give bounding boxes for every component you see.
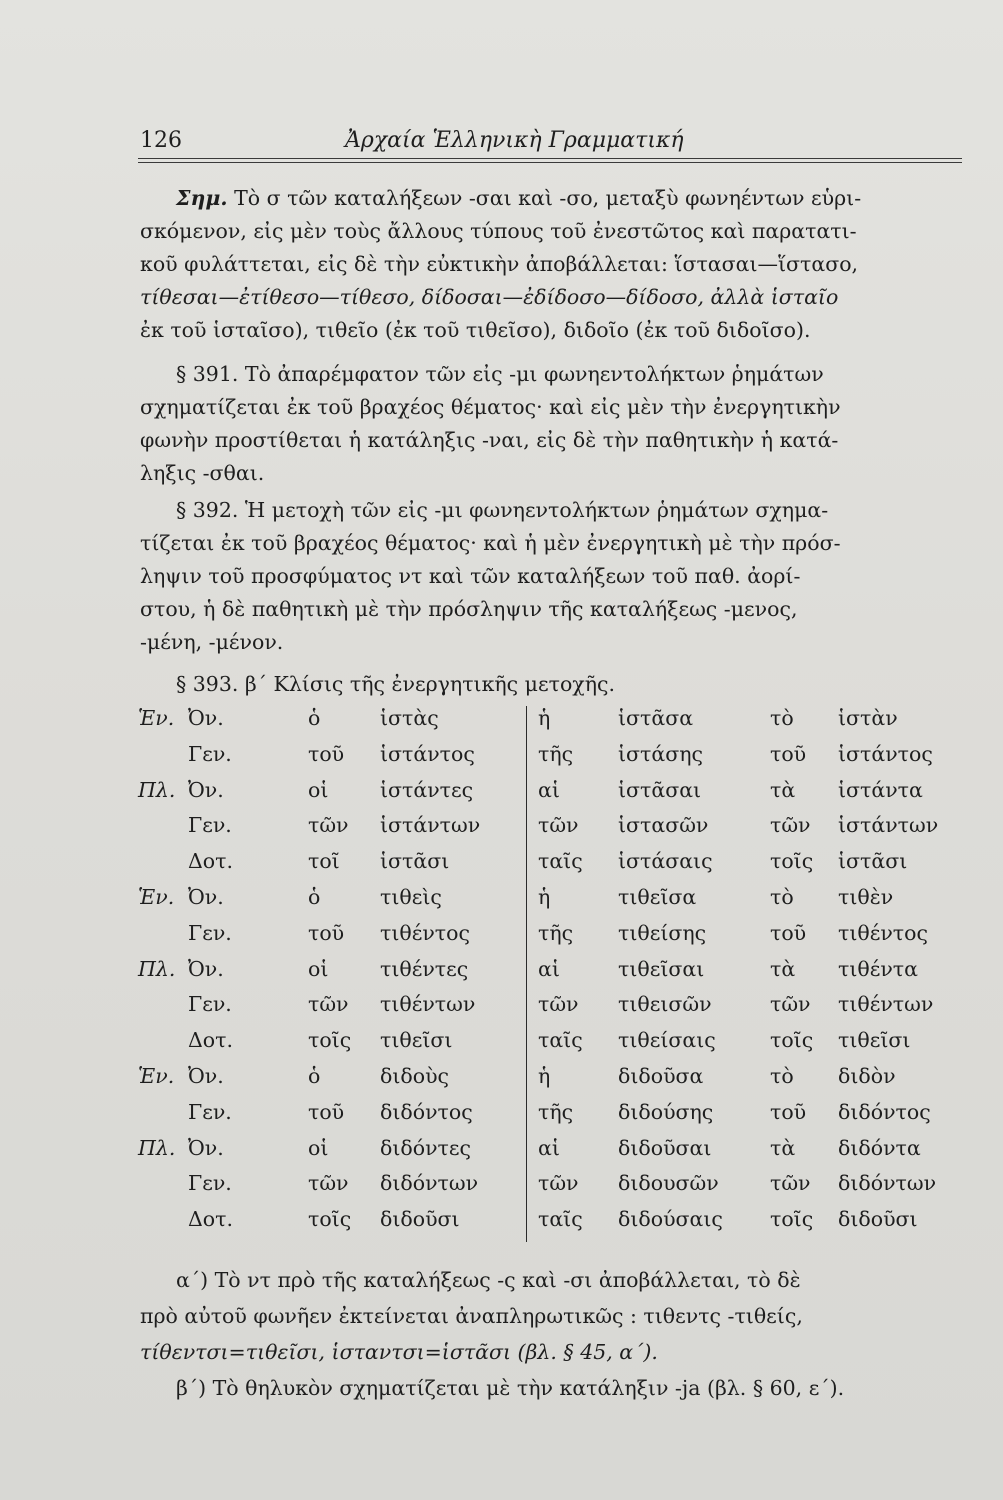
case-label: Δοτ. (188, 1207, 234, 1232)
masculine-form: ἱστὰς (380, 706, 439, 730)
feminine-form: ἱστᾶσα (618, 706, 694, 730)
note-line: τίθεσαι—ἐτίθεσο—τίθεσο, δίδοσαι—ἐδίδοσο—δίδοσο, ἀλλὰ ἱσταῖο (140, 285, 839, 309)
neuter-article: τὰ (770, 1135, 796, 1160)
feminine-form: ἱστάσης (618, 741, 703, 766)
number-label: Ἑν. (138, 706, 175, 730)
neuter-article: τοῦ (770, 741, 807, 766)
table-row (138, 1064, 960, 1098)
neuter-article: τοῖς (770, 1028, 814, 1053)
neuter-article: τὸ (770, 1064, 794, 1088)
masculine-form: διδοῦσι (380, 1207, 460, 1232)
table-row (138, 1207, 960, 1241)
feminine-form: τιθεῖσαι (618, 956, 705, 981)
feminine-form: ἱστᾶσαι (618, 777, 702, 802)
footnote-line: τίθεντσι=τιθεῖσι, ἱσταντσι=ἱστᾶσι (βλ. § 45, α΄). (140, 1340, 658, 1364)
feminine-form: τιθείσης (618, 920, 707, 945)
masculine-form: ἱστάντων (380, 813, 481, 838)
feminine-article: τῶν (538, 992, 579, 1017)
feminine-article: τῶν (538, 1171, 579, 1196)
section-line: § 391. Τὸ ἀπαρέμφατον τῶν εἰς -μι φωνηεντολήκτων ῥημάτων (176, 362, 824, 386)
feminine-article: τῆς (538, 1099, 574, 1124)
case-label: Ὀν. (188, 1135, 224, 1160)
table-row (138, 813, 960, 847)
section-line: τίζεται ἐκ τοῦ βραχέος θέματος· καὶ ἡ μὲν ἐνεργητικὴ μὲ τὴν πρόσ- (140, 531, 841, 555)
neuter-article: τὸ (770, 885, 794, 909)
note-line: σκόμενον, εἰς μὲν τοὺς ἄλλους τύπους τοῦ ἐνεστῶτος καὶ παρατατι- (140, 219, 857, 243)
masculine-form: τιθέντων (380, 992, 476, 1017)
neuter-article: τὸ (770, 706, 794, 730)
section-line: στου, ἡ δὲ παθητικὴ μὲ τὴν πρόσληψιν τῆς καταλήξεως -μενος, (140, 597, 798, 621)
section-line: ληξις -σθαι. (140, 461, 265, 485)
neuter-article: τῶν (770, 1171, 811, 1196)
feminine-article: ταῖς (538, 1207, 583, 1232)
neuter-form: διδόντος (838, 1099, 931, 1124)
footnote-line: α΄) Τὸ ντ πρὸ τῆς καταλήξεως -ς καὶ -σι ἀποβάλλεται, τὸ δὲ (176, 1268, 801, 1292)
section-line: φωνὴν προστίθεται ἡ κατάληξις -ναι, εἰς δὲ τὴν παθητικὴν ἡ κατά- (140, 428, 839, 452)
number-label: Ἑν. (138, 885, 175, 909)
declension-table (138, 706, 960, 1246)
neuter-article: τὰ (770, 956, 796, 981)
feminine-form: διδούσης (618, 1099, 714, 1124)
feminine-form: διδουσῶν (618, 1171, 719, 1196)
masculine-article: οἱ (308, 1135, 329, 1160)
masculine-form: ἱστάντες (380, 777, 474, 802)
number-label: Πλ. (138, 1135, 176, 1160)
masculine-form: τιθέντες (380, 956, 469, 981)
table-row (138, 885, 960, 919)
masculine-article: τῶν (308, 813, 349, 838)
feminine-article: ἡ (538, 706, 551, 730)
case-label: Δοτ. (188, 849, 234, 874)
masculine-article: ὁ (308, 706, 321, 730)
masculine-article: τοῦ (308, 1099, 345, 1124)
masculine-article: οἱ (308, 777, 329, 802)
neuter-form: διδόντα (838, 1135, 921, 1160)
case-label: Γεν. (188, 741, 232, 766)
neuter-article: τοῦ (770, 1099, 807, 1124)
neuter-form: διδοῦσι (838, 1207, 918, 1232)
section-391 (140, 358, 962, 490)
number-label: Πλ. (138, 777, 176, 802)
feminine-article: αἱ (538, 777, 560, 802)
feminine-form: τιθείσαις (618, 1028, 716, 1053)
section-heading: § 393. β΄ Κλίσις τῆς ἐνεργητικῆς μετοχῆς. (176, 672, 616, 696)
case-label: Γεν. (188, 992, 232, 1017)
masculine-form: ἱστάντος (380, 741, 475, 766)
masculine-article: τοῦ (308, 920, 345, 945)
neuter-form: διδὸν (838, 1064, 896, 1088)
case-label: Ὀν. (188, 1064, 224, 1088)
masculine-form: τιθεῖσι (380, 1028, 453, 1053)
feminine-article: τῆς (538, 920, 574, 945)
table-row (138, 921, 960, 955)
feminine-article: ταῖς (538, 849, 583, 874)
feminine-article: αἱ (538, 956, 560, 981)
number-label: Ἑν. (138, 1064, 175, 1088)
section-line: § 392. Ἡ μετοχὴ τῶν εἰς -μι φωνηεντολήκτων ῥημάτων σχημα- (176, 498, 829, 522)
table-row (138, 1136, 960, 1170)
footnotes (140, 1262, 962, 1406)
neuter-form: ἱστάντα (838, 777, 923, 802)
masculine-form: τιθέντος (380, 920, 470, 945)
masculine-article: τοῖ (308, 849, 340, 874)
feminine-article: τῶν (538, 813, 579, 838)
page-header (140, 128, 960, 158)
table-row (138, 1100, 960, 1134)
feminine-form: τιθεισῶν (618, 992, 712, 1017)
neuter-article: τῶν (770, 992, 811, 1017)
neuter-form: ἱστάντων (838, 813, 939, 838)
masculine-article: ὁ (308, 1064, 321, 1088)
case-label: Γεν. (188, 1099, 232, 1124)
feminine-form: ἱστασῶν (618, 813, 709, 838)
neuter-form: τιθεῖσι (838, 1028, 911, 1053)
masculine-form: διδόντος (380, 1099, 473, 1124)
note-line: Σημ. Τὸ σ τῶν καταλήξεων -σαι καὶ -σο, μεταξὺ φωνηέντων εὑρι- (176, 186, 862, 210)
case-label: Γεν. (188, 813, 232, 838)
table-row (138, 1171, 960, 1205)
feminine-article: αἱ (538, 1135, 560, 1160)
case-label: Δοτ. (188, 1028, 234, 1053)
masculine-article: τῶν (308, 992, 349, 1017)
neuter-form: τιθέντα (838, 956, 918, 981)
case-label: Ὀν. (188, 706, 224, 730)
masculine-form: διδοὺς (380, 1064, 450, 1088)
masculine-form: διδόντων (380, 1171, 479, 1196)
case-label: Ὀν. (188, 777, 224, 802)
masculine-form: τιθεὶς (380, 885, 442, 909)
feminine-article: ἡ (538, 885, 551, 909)
feminine-form: διδούσαις (618, 1207, 723, 1232)
table-row (138, 706, 960, 740)
note-line: κοῦ φυλάττεται, εἰς δὲ τὴν εὐκτικὴν ἀποβάλλεται: ἵστασαι—ἵστασο, (140, 252, 859, 276)
case-label: Γεν. (188, 920, 232, 945)
number-label: Πλ. (138, 956, 176, 981)
table-row (138, 742, 960, 776)
neuter-article: τὰ (770, 777, 796, 802)
section-392 (140, 494, 962, 659)
case-label: Ὀν. (188, 956, 224, 981)
case-label: Γεν. (188, 1171, 232, 1196)
table-row (138, 1028, 960, 1062)
footnote-line: πρὸ αὐτοῦ φωνῆεν ἐκτείνεται ἀναπληρωτικῶς : τιθεντς -τιθείς, (140, 1304, 803, 1328)
masculine-article: ὁ (308, 885, 321, 909)
section-line: ληψιν τοῦ προσφύματος ντ καὶ τῶν καταλήξεων τοῦ παθ. ἀορί- (140, 564, 801, 588)
table-row (138, 778, 960, 812)
feminine-form: ἱστάσαις (618, 849, 713, 874)
note-line: ἐκ τοῦ ἱσταῖσο), τιθεῖο (ἐκ τοῦ τιθεῖσο), διδοῖο (ἐκ τοῦ διδοῖσο). (140, 318, 811, 342)
neuter-article: τοῖς (770, 1207, 814, 1232)
feminine-form: διδοῦσα (618, 1064, 704, 1088)
case-label: Ὀν. (188, 885, 224, 909)
neuter-article: τοῦ (770, 920, 807, 945)
table-row (138, 957, 960, 991)
masculine-form: διδόντες (380, 1135, 471, 1160)
masculine-article: τῶν (308, 1171, 349, 1196)
neuter-form: ἱστάντος (838, 741, 933, 766)
neuter-form: τιθέντος (838, 920, 928, 945)
neuter-form: ἱστὰν (838, 706, 898, 730)
footnote-line: β΄) Τὸ θηλυκὸν σχηματίζεται μὲ τὴν κατάληξιν -ja (βλ. § 60, ε΄). (176, 1376, 845, 1400)
neuter-form: ἱστᾶσι (838, 849, 908, 874)
section-line: σχηματίζεται ἐκ τοῦ βραχέος θέματος· καὶ εἰς μὲν τὴν ἐνεργητικὴν (140, 395, 841, 419)
feminine-article: ἡ (538, 1064, 551, 1088)
masculine-article: τοῖς (308, 1207, 352, 1232)
neuter-form: τιθέντων (838, 992, 934, 1017)
note-paragraph (140, 182, 962, 347)
table-row (138, 849, 960, 883)
neuter-article: τοῖς (770, 849, 814, 874)
masculine-article: τοῦ (308, 741, 345, 766)
page-number: 126 (140, 128, 182, 153)
table-row (138, 992, 960, 1026)
masculine-article: τοῖς (308, 1028, 352, 1053)
neuter-form: διδόντων (838, 1171, 937, 1196)
feminine-article: ταῖς (538, 1028, 583, 1053)
feminine-form: διδοῦσαι (618, 1135, 712, 1160)
section-line: -μένη, -μένον. (140, 630, 284, 654)
header-rule (138, 158, 962, 163)
neuter-form: τιθὲν (838, 885, 894, 909)
note-label: Σημ. (176, 186, 228, 210)
neuter-article: τῶν (770, 813, 811, 838)
feminine-article: τῆς (538, 741, 574, 766)
feminine-form: τιθεῖσα (618, 885, 697, 909)
running-title: Ἀρχαία Ἑλληνικὴ Γραμματική (345, 128, 684, 153)
masculine-article: οἱ (308, 956, 329, 981)
section-393 (140, 668, 962, 701)
masculine-form: ἱστᾶσι (380, 849, 450, 874)
